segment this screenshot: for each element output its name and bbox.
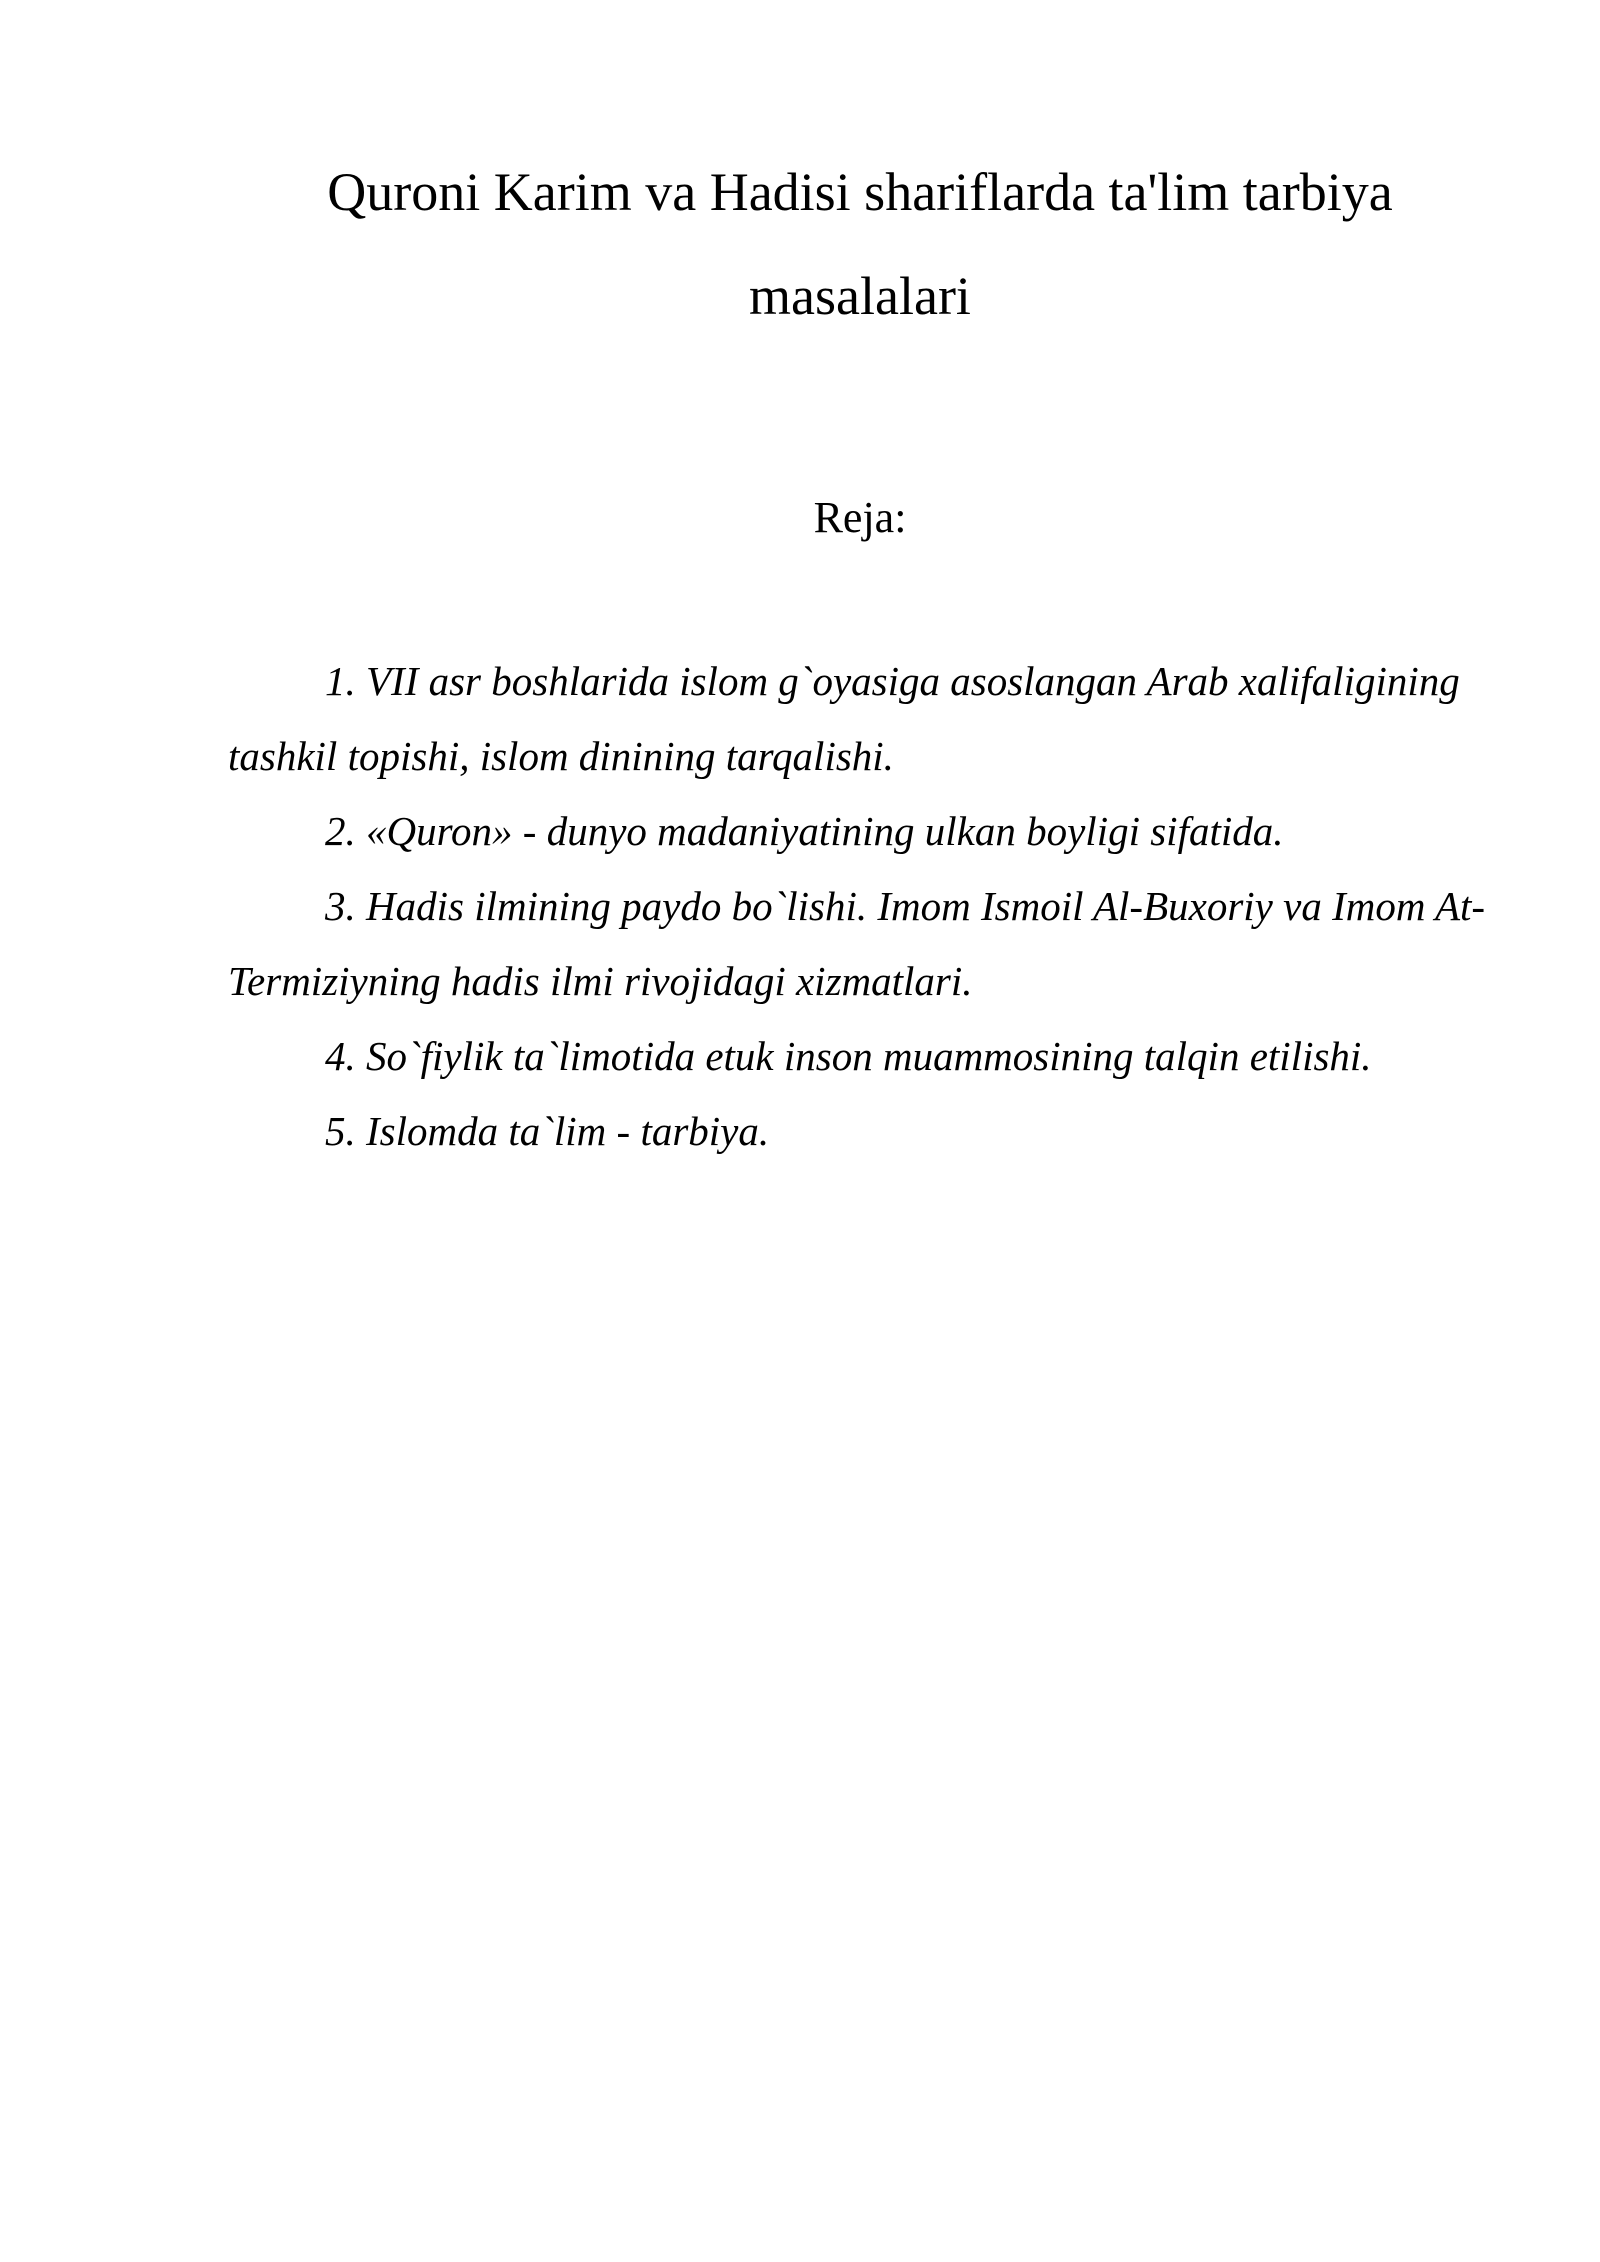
- plan-item-4: 4. So`fiylik ta`limotida etuk inson muammosining talqin etilishi.: [325, 1033, 1372, 1079]
- plan-item-3: 3. Hadis ilmining paydo bo`lishi. Imom Ismoil Al-Buxoriy va Imom At-Termiziyning hadis ilmi rivojidagi xizmatlari.: [228, 883, 1486, 1004]
- plan-list: [228, 644, 1498, 1169]
- document-title: Quroni Karim va Hadisi shariflarda ta'lim tarbiya masalalari: [327, 162, 1393, 326]
- plan-item-5: 5. Islomda ta`lim - tarbiya.: [325, 1108, 770, 1154]
- plan-heading: Reja:: [813, 493, 907, 542]
- plan-item-2: 2. «Quron» - dunyo madaniyatining ulkan boyligi sifatida.: [325, 808, 1284, 854]
- plan-item-1: 1. VII asr boshlarida islom g`oyasiga asoslangan Arab xalifaligining tashkil topishi, islom dinining tarqalishi.: [228, 658, 1460, 779]
